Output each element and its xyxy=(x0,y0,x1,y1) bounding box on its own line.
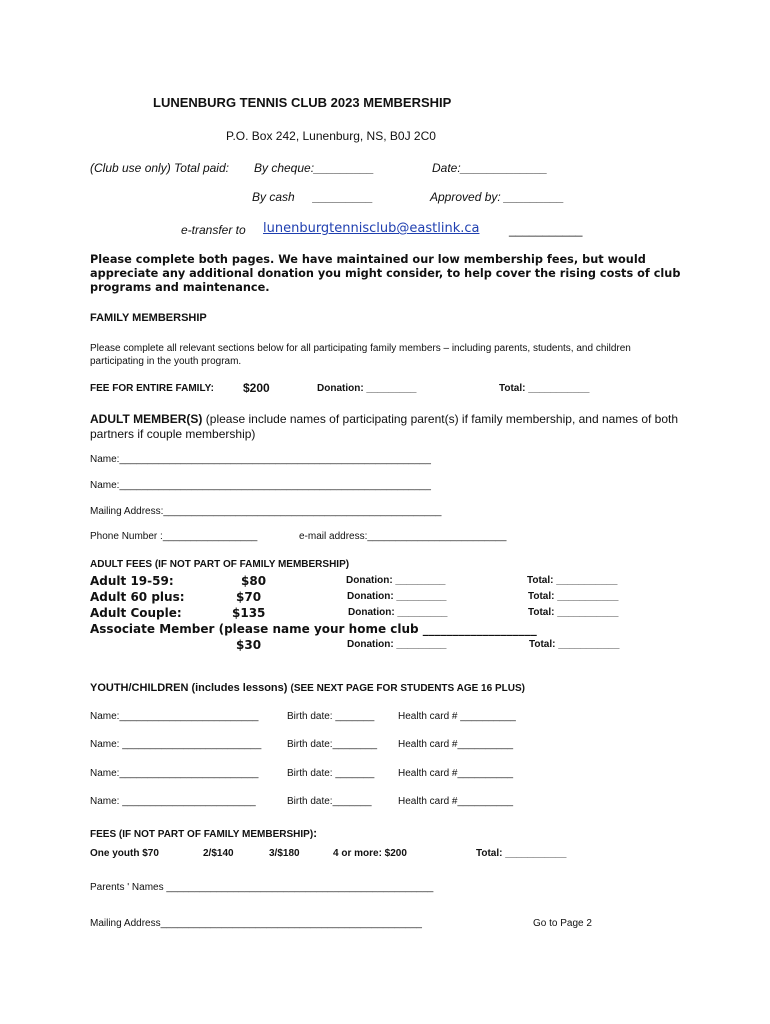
youth-3-birth-field[interactable]: Birth date: _______ xyxy=(287,768,375,779)
youth-fees-heading: FEES (IF NOT PART OF FAMILY MEMBERSHIP) xyxy=(90,829,314,840)
youth-fee-one: One youth $70 xyxy=(90,848,159,859)
adult-heading-block xyxy=(90,412,690,442)
page-title: LUNENBURG TENNIS CLUB 2023 MEMBERSHIP xyxy=(153,95,452,110)
adult-60-plus-label: Adult 60 plus: xyxy=(90,590,185,604)
associate-member-label[interactable]: Associate Member (please name your home club ___________________ xyxy=(90,622,537,636)
total-paid-label: (Club use only) Total paid: xyxy=(90,161,229,175)
parents-names-field[interactable]: Parents ' Names ________________________________________________ xyxy=(90,882,434,893)
adult-19-59-amount: $80 xyxy=(241,574,267,588)
club-address: P.O. Box 242, Lunenburg, NS, B0J 2C0 xyxy=(226,129,436,143)
by-cash-label: By cash xyxy=(252,190,295,204)
adult-60-plus-donation-field[interactable]: Donation: _________ xyxy=(347,591,447,602)
etransfer-field[interactable]: ___________ xyxy=(509,223,583,237)
go-to-page-2: Go to Page 2 xyxy=(533,918,592,929)
adult-heading: ADULT MEMBER(S) xyxy=(90,412,203,426)
family-heading: FAMILY MEMBERSHIP xyxy=(90,312,207,324)
associate-total-field[interactable]: Total: ___________ xyxy=(529,639,620,650)
intro-paragraph: Please complete both pages. We have maintained our low membership fees, but would appreciate any additional donation you might consider, to help cover the rising costs of club programs and maintenance. xyxy=(90,253,681,294)
adult-fees-heading: ADULT FEES (IF NOT PART OF FAMILY MEMBERSHIP) xyxy=(90,559,350,570)
associate-donation-field[interactable]: Donation: _________ xyxy=(347,639,447,650)
family-total-field[interactable]: Total: ___________ xyxy=(499,383,590,394)
youth-2-health-field[interactable]: Health card #__________ xyxy=(398,739,514,750)
associate-member-amount: $30 xyxy=(236,638,262,652)
adult-couple-amount: $135 xyxy=(232,606,266,620)
adult-couple-label: Adult Couple: xyxy=(90,606,182,620)
adult-couple-total-field[interactable]: Total: ___________ xyxy=(528,607,619,618)
youth-3-name-field[interactable]: Name:_________________________ xyxy=(90,768,259,779)
adult-60-plus-total-field[interactable]: Total: ___________ xyxy=(528,591,619,602)
youth-mailing-field[interactable]: Mailing Address_______________________________________________ xyxy=(90,918,422,929)
youth-2-name-field[interactable]: Name: _________________________ xyxy=(90,739,262,750)
adult-19-59-donation-field[interactable]: Donation: _________ xyxy=(346,575,446,586)
youth-fees-colon: : xyxy=(313,826,318,840)
youth-heading-note: (SEE NEXT PAGE FOR STUDENTS AGE 16 PLUS) xyxy=(290,683,525,694)
family-instructions: Please complete all relevant sections below for all participating family members – including parents, students, and children participating in the youth program. xyxy=(90,343,631,367)
adult-mailing-field[interactable]: Mailing Address:__________________________________________________ xyxy=(90,506,442,517)
date-field[interactable]: Date:_____________ xyxy=(432,161,548,175)
youth-heading: YOUTH/CHILDREN (includes lessons) xyxy=(90,682,288,694)
adult-60-plus-amount: $70 xyxy=(236,590,262,604)
youth-1-name-field[interactable]: Name:_________________________ xyxy=(90,711,259,722)
family-donation-field[interactable]: Donation: _________ xyxy=(317,383,417,394)
etransfer-email-link[interactable]: lunenburgtennisclub@eastlink.ca xyxy=(263,221,480,236)
adult-phone-field[interactable]: Phone Number :_________________ xyxy=(90,531,258,542)
youth-heading-line xyxy=(90,682,525,694)
by-cheque-field[interactable]: By cheque:_________ xyxy=(254,161,375,175)
adult-note: (please include names of participating parent(s) if family membership, and names of both partners if couple membership) xyxy=(90,412,679,441)
approved-by-field[interactable]: Approved by: _________ xyxy=(430,190,565,204)
youth-4-health-field[interactable]: Health card #__________ xyxy=(398,796,514,807)
family-fee-amount: $200 xyxy=(243,381,270,395)
youth-fee-two: 2/$140 xyxy=(203,848,234,859)
by-cash-field[interactable]: _________ xyxy=(313,190,374,204)
adult-name-1-field[interactable]: Name:________________________________________________________ xyxy=(90,454,431,465)
adult-19-59-label: Adult 19-59: xyxy=(90,574,174,588)
etransfer-label: e-transfer to xyxy=(181,223,246,237)
youth-1-health-field[interactable]: Health card # __________ xyxy=(398,711,516,722)
youth-fee-three: 3/$180 xyxy=(269,848,300,859)
family-fee-label: FEE FOR ENTIRE FAMILY: xyxy=(90,383,214,394)
youth-2-birth-field[interactable]: Birth date:________ xyxy=(287,739,378,750)
youth-3-health-field[interactable]: Health card #__________ xyxy=(398,768,514,779)
adult-name-2-field[interactable]: Name:________________________________________________________ xyxy=(90,480,431,491)
youth-fee-four-plus: 4 or more: $200 xyxy=(333,848,407,859)
youth-fees-heading-line xyxy=(90,826,317,840)
adult-email-field[interactable]: e-mail address:_________________________ xyxy=(299,531,507,542)
adult-couple-donation-field[interactable]: Donation: _________ xyxy=(348,607,448,618)
youth-4-birth-field[interactable]: Birth date:_______ xyxy=(287,796,372,807)
youth-total-field[interactable]: Total: ___________ xyxy=(476,848,567,859)
adult-19-59-total-field[interactable]: Total: ___________ xyxy=(527,575,618,586)
youth-4-name-field[interactable]: Name: ________________________ xyxy=(90,796,256,807)
youth-1-birth-field[interactable]: Birth date: _______ xyxy=(287,711,375,722)
